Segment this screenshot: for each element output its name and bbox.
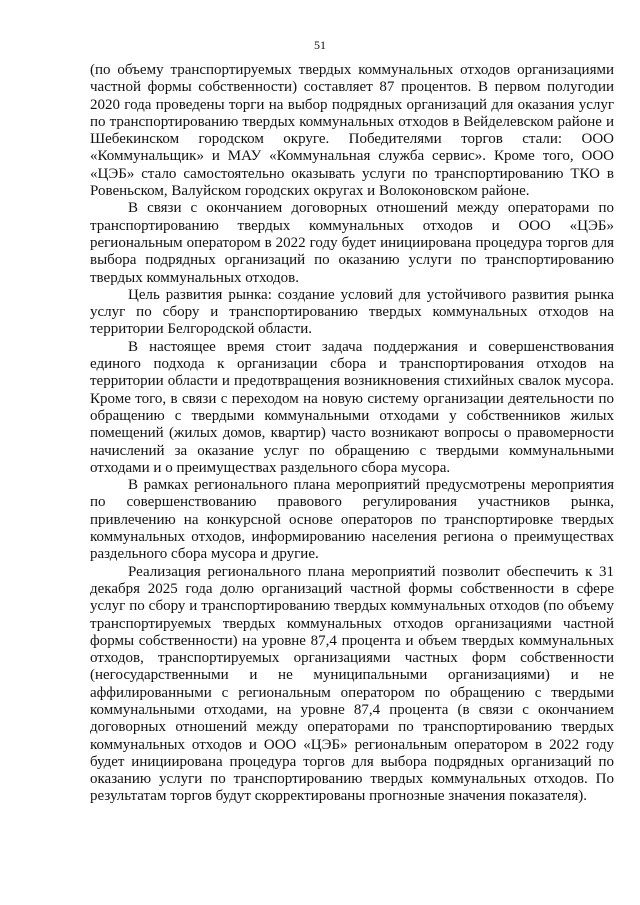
paragraph-regional-plan: В рамках регионального плана мероприятий предусмотрены мероприятия по совершенствованию правового регулирования участников рынка, привлечению на конкурсной основе операторов по транспортировке твердых коммунальных отходов, информированию населения региона о преимуществах раздельного сбора мусора и другие. — [90, 477, 614, 563]
document-body — [90, 62, 614, 806]
paragraph-plan-implementation: Реализация регионального плана мероприятий позволит обеспечить к 31 декабря 2025 года долю организаций частной формы собственности в сфере услуг по сбору и транспортированию твердых коммунальных отходов (по объему транспортируемых твердых коммунальных отходов организациями частной формы собственности) на уровне 87,4 процента и объем твердых коммунальных отходов, транспортируемых организациями частных форм собственности (негосударственными и не муниципальными организациями) и не аффилированными с региональным оператором по обращению с твердыми коммунальными отходами, на уровне 87,4 процента (в связи с окончанием договорных отношений между операторами по транспортированию твердых коммунальных отходов и ООО «ЦЭБ» региональным оператором в 2022 году будет инициирована процедура торгов для выбора подрядных организаций по оказанию услуги по транспортированию твердых коммунальных отходов. По результатам торгов будут скорректированы прогнозные значения показателя). — [90, 563, 614, 805]
paragraph-market-goal: Цель развития рынка: создание условий для устойчивого развития рынка услуг по сбору и транспортированию твердых коммунальных отходов на территории Белгородской области. — [90, 286, 614, 338]
paragraph-transport-share: (по объему транспортируемых твердых коммунальных отходов организациями частной формы собственности) составляет 87 процентов. В первом полугодии 2020 года проведены торги на выбор подрядных организаций для оказания услуг по транспортированию твердых коммунальных отходов в Вейделевском районе и Шебекинском городском округе. Победителями торгов стали: ООО «Коммунальщик» и МАУ «Коммунальная служба сервис». Кроме того, ООО «ЦЭБ» стало самостоятельно оказывать услуги по транспортированию ТКО в Ровеньском, Валуйском городских округах и Волоконовском районе. — [90, 62, 614, 200]
page-number: 51 — [314, 38, 326, 52]
paragraph-contract-ending: В связи с окончанием договорных отношений между операторами по транспортированию твердых коммунальных отходов и ООО «ЦЭБ» региональным оператором в 2022 году будет инициирована процедура торгов для выбора подрядных организаций по оказанию услуги по транспортированию твердых коммунальных отходов. — [90, 200, 614, 286]
paragraph-current-task: В настоящее время стоит задача поддержания и совершенствования единого подхода к организации сбора и транспортирования отходов на территории области и предотвращения возникновения стихийных свалок мусора. Кроме того, в связи с переходом на новую систему организации деятельности по обращению с твердыми коммунальными отходами у собственников жилых помещений (жилых домов, квартир) часто возникают вопросы о правомерности начислений за оказание услуг по обращению с твердыми коммунальными отходами и о преимуществах раздельного сбора мусора. — [90, 338, 614, 476]
